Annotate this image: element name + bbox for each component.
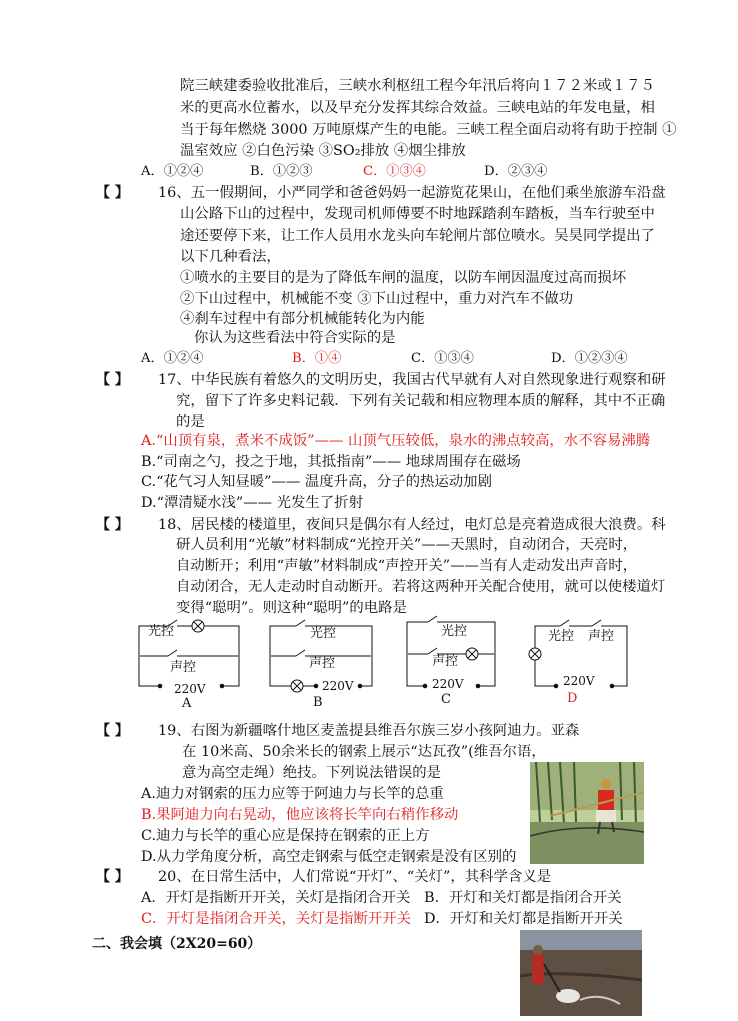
q15-line-3: 当于每年燃烧 3000 万吨原煤产生的电能。三峡工程全面启动将有助于控制 ① bbox=[180, 122, 677, 138]
q20-option-d: D．开灯和关灯都是指断开开关 bbox=[424, 911, 623, 927]
q15-option-a: A．①②④ bbox=[141, 164, 204, 179]
circuit-d-light-label: 光控 bbox=[548, 629, 575, 644]
q16-option-a: A．①②④ bbox=[141, 351, 204, 366]
q18-line-1: 18、居民楼的楼道里，夜间只是偶尔有人经过，电灯总是亮着造成很大浪费。科 bbox=[158, 517, 666, 533]
q16-option-d: D．①②③④ bbox=[551, 351, 628, 366]
circuit-a-sound-label: 声控 bbox=[170, 660, 197, 675]
circuit-b-light-label: 光控 bbox=[310, 626, 337, 641]
q17-option-d: D.“潭清疑水浅”—— 光发生了折射 bbox=[141, 495, 363, 511]
q16-option-b: B．①④ bbox=[292, 351, 342, 366]
q19-answer-bracket: 【 】 bbox=[96, 723, 129, 739]
q16-line-8: 你认为这些看法中符合实际的是 bbox=[194, 330, 396, 346]
q17-option-a: A.“山顶有泉，煮米不成饭”—— 山顶气压较低，泉水的沸点较高，水不容易沸腾 bbox=[141, 433, 651, 449]
circuit-c-light-label: 光控 bbox=[441, 624, 468, 639]
q18-line-3: 自动断开；利用“声敏”材料制成“声控开关”——当有人走动发出声音时， bbox=[176, 558, 638, 574]
circuit-diagrams bbox=[0, 612, 738, 712]
q19-option-d: D.从力学角度分析，高空走钢索与低空走钢索是没有区别的 bbox=[141, 849, 517, 865]
q16-line-6: ②下山过程中，机械能不变 ③下山过程中，重力对汽车不做功 bbox=[180, 291, 574, 307]
q17-answer-bracket: 【 】 bbox=[96, 372, 129, 388]
q19-option-a: A.迪力对钢索的压力应等于阿迪力与长竿的总重 bbox=[141, 786, 444, 802]
q20-option-b: B．开灯和关灯都是指闭合开关 bbox=[424, 890, 622, 906]
circuit-d-sound-label: 声控 bbox=[588, 629, 615, 644]
circuit-a-voltage: 220V bbox=[174, 682, 206, 696]
section-2-heading: 二、我会填（2X20=60） bbox=[92, 936, 262, 952]
q19-line-1: 19、右图为新疆喀什地区麦盖提县维吾尔族三岁小孩阿迪力。亚森 bbox=[158, 723, 580, 739]
q15-line-2: 米的更高水位蓄水，以及早充分发挥其综合效益。三峡电站的年发电量，相 bbox=[180, 100, 655, 116]
q16-line-7: ④刹车过程中有部分机械能转化为内能 bbox=[180, 311, 425, 327]
circuit-d-letter: D bbox=[567, 691, 578, 706]
circuit-a-light-label: 光控 bbox=[148, 624, 175, 639]
circuit-b-letter: B bbox=[313, 695, 323, 710]
q16-line-3: 途还要停下来，让工作人员用水龙头向车轮闸片部位喷水。吴昊同学提出了 bbox=[180, 228, 655, 244]
q20-answer-bracket: 【 】 bbox=[96, 869, 129, 885]
q16-line-1: 16、五一假期间，小严同学和爸爸妈妈一起游览花果山，在他们乘坐旅游车沿盘 bbox=[158, 185, 666, 201]
q17-line-3: 的是 bbox=[176, 414, 205, 430]
q20-option-c: C．开灯是指闭合开关，关灯是指断开开关 bbox=[141, 911, 412, 927]
tightrope-walker-photo bbox=[530, 762, 644, 864]
q20-line: 20、在日常生活中，人们常说“开灯”、“关灯”，其科学含义是 bbox=[158, 869, 552, 885]
circuit-c-letter: C bbox=[441, 692, 451, 707]
q18-answer-bracket: 【 】 bbox=[96, 517, 129, 533]
circuit-b-voltage: 220V bbox=[322, 679, 354, 693]
q15-line-4: 温室效应 ②白色污染 ③SO₂排放 ④烟尘排放 bbox=[180, 143, 466, 159]
circuit-c-voltage: 220V bbox=[432, 677, 464, 691]
q16-answer-bracket: 【 】 bbox=[96, 185, 129, 201]
q15-option-b: B．①②③ bbox=[250, 164, 313, 179]
q19-line-3: 意为高空走绳）绝技。下列说法错误的是 bbox=[182, 765, 442, 781]
circuit-a-letter: A bbox=[182, 696, 192, 711]
q18-line-4: 自动闭合，无人走动时自动断开。若将这两种开关配合使用，就可以使楼道灯 bbox=[176, 579, 666, 595]
circuit-d-voltage: 220V bbox=[563, 674, 595, 688]
circuit-b-sound-label: 声控 bbox=[309, 656, 336, 671]
q18-line-5: 变得“聪明”。则这种“聪明”的电路是 bbox=[176, 600, 407, 616]
beach-photo bbox=[520, 930, 642, 1016]
q15-option-c: C．①③④ bbox=[363, 164, 426, 179]
q20-option-a: A．开灯是指断开开关，关灯是指闭合开关 bbox=[141, 890, 411, 906]
q15-option-d: D．②③④ bbox=[484, 164, 548, 179]
q19-option-c: C.迪力与长竿的重心应是保持在钢索的正上方 bbox=[141, 828, 430, 844]
q16-line-4: 以下几种看法， bbox=[180, 249, 281, 265]
q15-line-1: 院三峡建委验收批准后，三峡水利枢纽工程今年汛后将向１７２米或１７５ bbox=[180, 78, 655, 94]
q18-line-2: 研人员利用“光敏”材料制成“光控开关”——天黑时，自动闭合，天亮时， bbox=[176, 537, 638, 553]
q17-option-c: C.“花气习人知昼暖”—— 温度升高，分子的热运动加剧 bbox=[141, 474, 492, 490]
q16-line-5: ①喷水的主要目的是为了降低车闸的温度，以防车闸因温度过高而损坏 bbox=[180, 270, 627, 286]
q19-line-2: 在 10米高、50余米长的钢索上展示“达瓦孜”(维吾尔语， bbox=[182, 744, 546, 760]
q17-line-2: 究，留下了许多史料记载．下列有关记载和相应物理本质的解释，其中不正确 bbox=[176, 393, 666, 409]
circuit-c-sound-label: 声控 bbox=[432, 654, 459, 669]
q17-option-b: B.“司南之勺，投之于地，其抵指南”—— 地球周围存在磁场 bbox=[141, 454, 521, 470]
q17-line-1: 17、中华民族有着悠久的文明历史，我国古代早就有人对自然现象进行观察和研 bbox=[158, 372, 666, 388]
q16-line-2: 山公路下山的过程中，发现司机师傅要不时地踩踏刹车踏板，当车行驶至中 bbox=[180, 206, 655, 222]
q19-option-b: B.果阿迪力向右晃动，他应该将长竿向右稍作移动 bbox=[141, 807, 459, 823]
q16-option-c: C．①③④ bbox=[411, 351, 474, 366]
